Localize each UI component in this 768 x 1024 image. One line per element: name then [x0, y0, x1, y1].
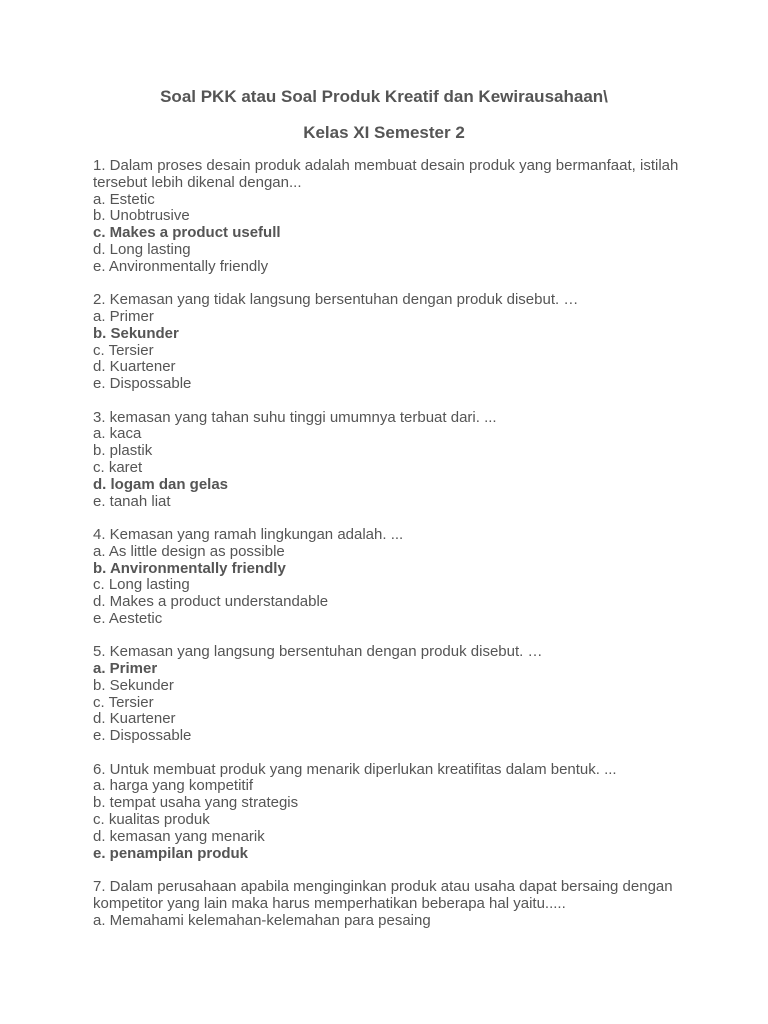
- question-text: 4. Kemasan yang ramah lingkungan adalah. ...: [93, 525, 404, 543]
- question-item: [93, 762, 693, 863]
- answer-option: b. tempat usaha yang strategis: [93, 794, 299, 812]
- answer-option: d. Makes a product understandable: [93, 593, 329, 611]
- answer-option-correct: c. Makes a product usefull: [93, 224, 281, 242]
- answer-option: d. Kuartener: [93, 358, 176, 376]
- answer-option: c. Long lasting: [93, 576, 190, 594]
- answer-option: a. kaca: [93, 425, 142, 443]
- answer-option: c. karet: [93, 458, 143, 476]
- answer-option: e. Anvironmentally friendly: [93, 257, 269, 275]
- question-item: [93, 158, 693, 276]
- question-item: [93, 644, 693, 745]
- answer-option-correct: d. logam dan gelas: [93, 475, 229, 493]
- question-item: [93, 527, 693, 628]
- question-text: 7. Dalam perusahaan apabila menginginkan produk atau usaha dapat bersaing dengan kompetitor yang lain maka harus memperhatikan beberapa hal yaitu.....: [93, 878, 673, 912]
- answer-option: b. Sekunder: [93, 676, 174, 694]
- document-subtitle: Kelas XI Semester 2: [303, 123, 465, 142]
- question-list: [93, 158, 693, 946]
- question-text: 2. Kemasan yang tidak langsung bersentuhan dengan produk disebut. …: [93, 291, 579, 309]
- answer-option: a. Memahami kelemahan-kelemahan para pesaing: [93, 911, 431, 929]
- question-text: 6. Untuk membuat produk yang menarik diperlukan kreatifitas dalam bentuk. ...: [93, 760, 617, 778]
- answer-option: a. As little design as possible: [93, 542, 285, 560]
- answer-option-correct: e. penampilan produk: [93, 844, 249, 862]
- answer-option-correct: a. Primer: [93, 660, 158, 678]
- answer-option: b. Unobtrusive: [93, 207, 190, 225]
- answer-option: b. plastik: [93, 442, 153, 460]
- question-text: 5. Kemasan yang langsung bersentuhan dengan produk disebut. …: [93, 643, 543, 661]
- answer-option: e. tanah liat: [93, 492, 171, 510]
- answer-option: a. harga yang kompetitif: [93, 777, 254, 795]
- question-item: [93, 292, 693, 393]
- answer-option: e. Dispossable: [93, 727, 192, 745]
- question-text: 1. Dalam proses desain produk adalah membuat desain produk yang bermanfaat, istilah tersebut lebih dikenal dengan...: [93, 157, 679, 191]
- answer-option: c. kualitas produk: [93, 811, 210, 829]
- answer-option: e. Aestetic: [93, 609, 163, 627]
- answer-option: d. Long lasting: [93, 240, 191, 258]
- question-item: [93, 879, 693, 929]
- question-text: 3. kemasan yang tahan suhu tinggi umumnya terbuat dari. ...: [93, 408, 497, 426]
- answer-option: c. Tersier: [93, 693, 154, 711]
- answer-option: d. Kuartener: [93, 710, 176, 728]
- document-title: Soal PKK atau Soal Produk Kreatif dan Kewirausahaan\: [160, 87, 608, 106]
- answer-option-correct: b. Anvironmentally friendly: [93, 559, 286, 577]
- question-item: [93, 410, 693, 511]
- answer-option-correct: b. Sekunder: [93, 324, 179, 342]
- answer-option: e. Dispossable: [93, 375, 192, 393]
- answer-option: a. Primer: [93, 307, 154, 325]
- answer-option: c. Tersier: [93, 341, 154, 359]
- answer-option: a. Estetic: [93, 190, 155, 208]
- answer-option: d. kemasan yang menarik: [93, 827, 265, 845]
